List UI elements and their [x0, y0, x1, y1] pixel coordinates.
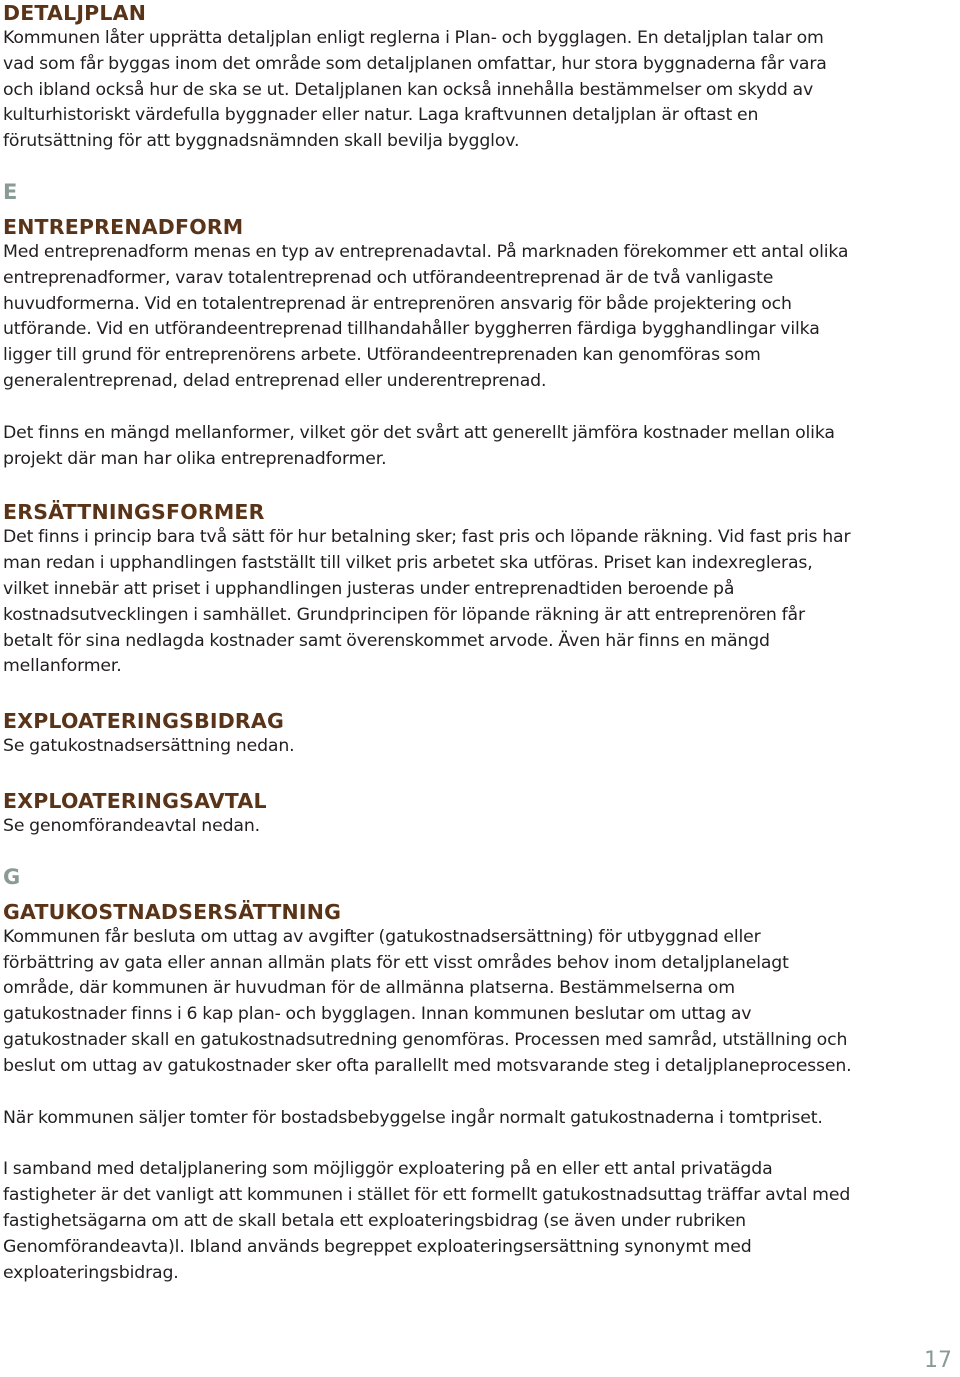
paragraph-ersattningsformer: Det finns i princip bara två sätt för hur betalning sker; fast pris och löpande räkning. Vid fast pris har man redan i upphandlingen fastställt till vilket pris arbetet ska utföras. Priset kan indexregleras, vilket innebär att priset i upphandlingen justeras under entreprenadtiden beroende på kostnadsutvecklingen i samhället. Grundprincipen för löpande räkning är att entreprenören får betalt för sina nedlagda kostnader samt överenskommet arvode. Även här finns en mängd mellanformer.	[3, 527, 851, 677]
paragraph-gatukostnadsersattning-3: I samband med detaljplanering som möjliggör exploatering på en eller ett antal privatägda fastigheter är det vanligt att kommunen i stället för ett formellt gatukostnadsuttag träffar avtal med fastighetsägarna om att de skall betala ett exploateringsbidrag (se även under rubriken Genomförandeavta)l. Ibland används begreppet exploateringsersättning synonymt med exploateringsbidrag.	[3, 1159, 851, 1283]
section-letter-g: G	[3, 864, 21, 889]
heading-detaljplan: DETALJPLAN	[3, 1, 147, 25]
document-page	[3, 0, 855, 1286]
paragraph-exploateringsbidrag: Se gatukostnadsersättning nedan.	[3, 736, 295, 757]
heading-gatukostnadsersattning: GATUKOSTNADSERSÄTTNING	[3, 899, 342, 924]
page-number: 17	[924, 1348, 952, 1373]
section-letter-e: E	[3, 179, 18, 204]
paragraph-entreprenadform: Med entreprenadform menas en typ av entreprenadavtal. På marknaden förekommer ett antal olika entreprenadformer, varav totalentreprenad och utförandeentreprenad är de två vanligaste huvudformerna. Vid en totalentreprenad är entreprenören ansvarig för både projektering och utförande. Vid en utförandeentreprenad tillhandahåller byggherren färdiga bygghandlingar vilka ligger till grund för entreprenörens arbete. Utförandeentreprenaden kan genomföras som generalentreprenad, delad entreprenad eller underentreprenad.	[3, 241, 849, 391]
heading-entreprenadform: ENTREPRENADFORM	[3, 214, 244, 239]
heading-ersattningsformer: ERSÄTTNINGSFORMER	[3, 500, 265, 525]
paragraph-exploateringsavtal: Se genomförandeavtal nedan.	[3, 815, 260, 836]
paragraph-detaljplan: Kommunen låter upprätta detaljplan enligt reglerna i Plan- och bygglagen. En detaljplan talar om vad som får byggas inom det område som detaljplanen omfattar, hur stora byggnaderna får vara och ibland också hur de ska se ut. Detaljplanen kan också innehålla bestämmelser om skydd av kulturhistoriskt värdefulla byggnader eller natur. Laga kraftvunnen detaljplan är oftast en förutsättning för att byggnadsnämnden skall bevilja bygglov.	[3, 28, 827, 152]
paragraph-entreprenadform-2: Det finns en mängd mellanformer, vilket gör det svårt att generellt jämföra kostnader mellan olika projekt där man har olika entreprenadformer.	[3, 422, 835, 469]
heading-exploateringsavtal: EXPLOATERINGSAVTAL	[3, 788, 267, 813]
heading-exploateringsbidrag: EXPLOATERINGSBIDRAG	[3, 709, 285, 734]
paragraph-gatukostnadsersattning-2: När kommunen säljer tomter för bostadsbebyggelse ingår normalt gatukostnaderna i tomtpriset.	[3, 1107, 823, 1128]
paragraph-gatukostnadsersattning: Kommunen får besluta om uttag av avgifter (gatukostnadsersättning) för utbyggnad eller förbättring av gata eller annan allmän plats för ett visst områdes behov inom detaljplanelagt område, där kommunen är huvudman för de allmänna platserna. Bestämmelserna om gatukostnader finns i 6 kap plan- och bygglagen. Innan kommunen beslutar om uttag av gatukostnader skall en gatukostnadsutredning genomföras. Processen med samråd, utställning och beslut om uttag av gatukostnader sker ofta parallellt med motsvarande steg i detaljplaneprocessen.	[3, 926, 852, 1076]
